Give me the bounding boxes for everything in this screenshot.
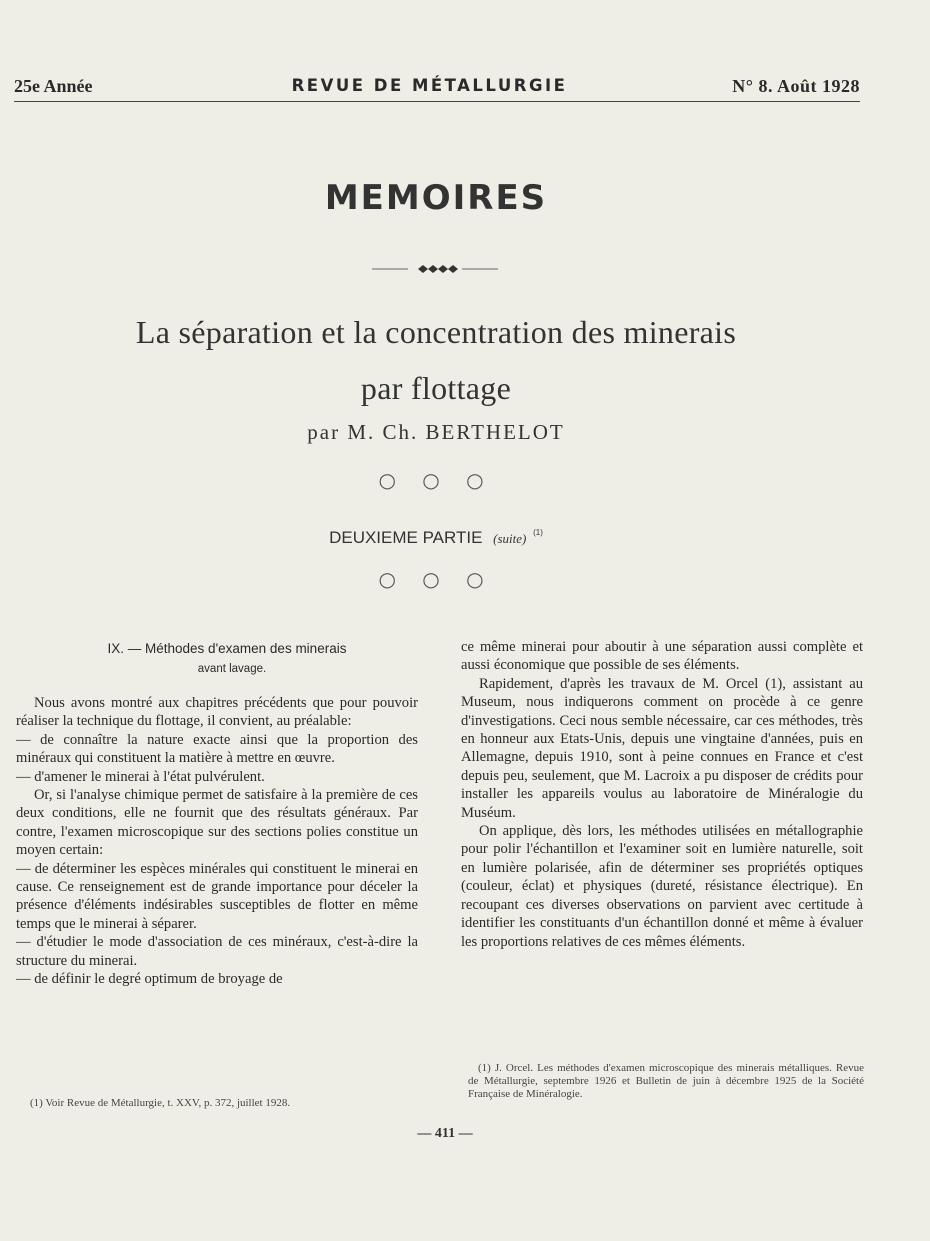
footnote-left: (1) Voir Revue de Métallurgie, t. XXV, p. 372, juillet 1928. <box>30 1097 291 1109</box>
running-head <box>14 76 860 102</box>
paragraph: On applique, dès lors, les méthodes utilisées en métallographie pour polir l'échantillon et l'examiner soit en lumière naturelle, soit en lumière polarisée, afin de déterminer ses propriétés optiques (couleur, éclat) et physiques (dureté, résistance électrique). En recoupant ces diverses observations on parvient avec certitude à identifier les constituants d'un échantillon donné et même à évaluer les proportions relatives de ces mêmes éléments. <box>461 823 863 950</box>
title-line-2: par flottage <box>360 370 512 406</box>
ornament-divider <box>372 262 498 276</box>
chapter-title-line-2: avant lavage. <box>197 663 267 675</box>
journal-title: REVUE DE MÉTALLURGIE <box>291 76 568 95</box>
part-footnote-ref: (1) <box>533 528 543 537</box>
paragraph: — d'amener le minerai à l'état pulvérulent. <box>16 768 265 785</box>
byline: par M. Ch. BERTHELOT <box>307 420 565 444</box>
footnote-right: (1) J. Orcel. Les méthodes d'examen microscopique des minerais métalliques. Revue de Métallurgie, septembre 1926 et Bulletin de juin à décembre 1925 de la Société Française de Minéralogie. <box>468 1062 864 1100</box>
left-column <box>16 638 418 989</box>
article-title <box>0 304 872 416</box>
header-rule <box>14 101 860 102</box>
circle-separator-1: ○ ○ ○ <box>378 468 494 492</box>
volume-year: 25e Année <box>14 76 93 96</box>
paragraph: Rapidement, d'après les travaux de M. Orcel (1), assistant au Museum, nous indiquerons comment on procède à ce genre d'investigations. Ceci nous semble nécessaire, car ces méthodes, très en honneur aux Etats-Unis, depuis une vingtaine d'années, puis en Allemagne, depuis 1910, sont à peine connues en France et c'est depuis peu, seulement, que M. Lacroix a pu disposer de crédits pour installer les appareils voulus au laboratoire de Minéralogie du Muséum. <box>461 675 863 821</box>
part-suite: (suite) <box>493 531 527 546</box>
chapter-title-line-1: IX. — Méthodes d'examen des minerais <box>107 641 347 656</box>
paragraph: — de définir le degré optimum de broyage de <box>16 971 283 988</box>
page-number: — 411 — <box>417 1126 473 1141</box>
circle-separator-2: ○ ○ ○ <box>378 567 494 591</box>
section-heading: MEMOIRES <box>324 178 548 218</box>
issue-number: N° 8. Août 1928 <box>732 76 860 96</box>
part-label <box>0 528 872 548</box>
right-column <box>461 638 863 951</box>
paragraph: Nous avons montré aux chapitres précédents que pour pouvoir réaliser la technique du flottage, il convient, au préalable: <box>16 695 418 730</box>
paragraph: Or, si l'analyse chimique permet de satisfaire à la première de ces deux conditions, elle ne fournit que des résultats généraux. Par contre, l'examen microscopique sur des sections polies constitue un moyen certain: <box>16 787 418 859</box>
paragraph: — de connaître la nature exacte ainsi que la proportion des minéraux qui constituent la matière à mettre en œuvre. <box>16 731 418 767</box>
paragraph: — de déterminer les espèces minérales qui constituent le minerai en cause. Ce renseignement est de grande importance pour déceler la présence d'éléments indésirables susceptibles de flotter en même temps que le minerai à séparer. <box>16 860 418 932</box>
part-title: DEUXIEME PARTIE <box>329 528 483 547</box>
paragraph: — d'étudier le mode d'association de ces minéraux, c'est-à-dire la structure du minerai. <box>16 934 418 969</box>
title-line-1: La séparation et la concentration des minerais <box>135 314 737 350</box>
paragraph: ce même minerai pour aboutir à une séparation aussi complète et aussi économique que possible de ses éléments. <box>461 639 863 674</box>
chapter-title <box>16 638 418 680</box>
